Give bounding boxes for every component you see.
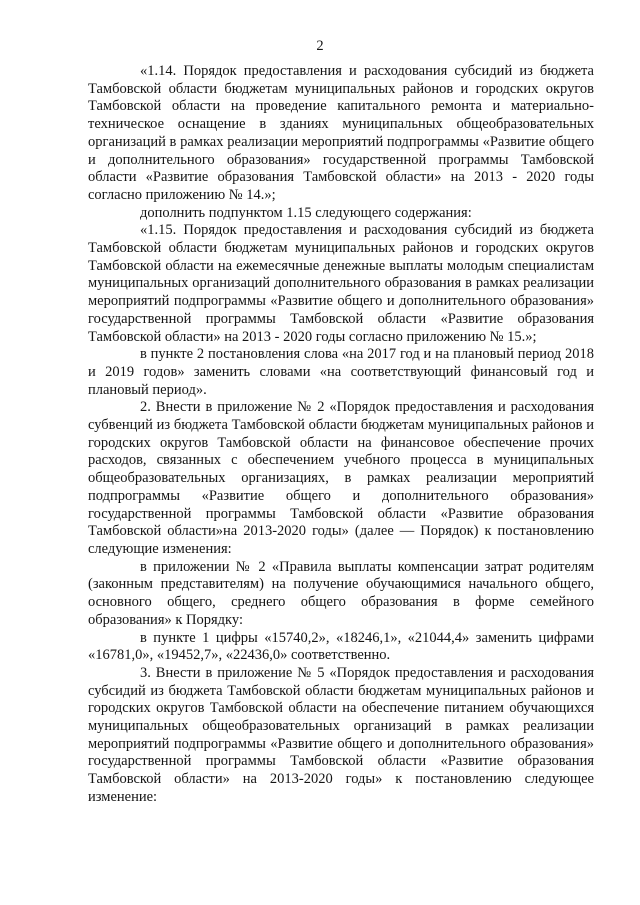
paragraph-point-2-amendment: в пункте 2 постановления слова «на 2017 год и на плановый период 2018 и 2019 годов» заменить словами «на соответствующий финансовый год и плановый период». (88, 346, 594, 398)
page-number: 2 (316, 38, 324, 54)
paragraph-add-subitem-1-15: дополнить подпунктом 1.15 следующего содержания: (140, 204, 472, 221)
paragraph-appendix-2-rules: в приложении № 2 «Правила выплаты компенсации затрат родителям (законным представителям) на получение обучающимися начального общего, основного общего, среднего общего образования в форме семейного образования» к Порядку: (88, 558, 594, 628)
paragraph-section-3: 3. Внести в приложение № 5 «Порядок предоставления и расходования субсидий из бюджета Тамбовской области бюджетам муниципальных районов и городских округов Тамбовской области на обеспечение питанием обучающихся муниципальных общеобразовательных организаций в рамках реализации мероприятий подпрограммы «Развитие общего и дополнительного образования» государственной программы Тамбовской области «Развитие образования Тамбовской области» на 2013-2020 годы» к постановлению следующее изменение: (88, 664, 594, 805)
paragraph-section-2: 2. Внести в приложение № 2 «Порядок предоставления и расходования субвенций из бюджета Тамбовской области бюджетам муниципальных районов и городских округов Тамбовской области на финансовое обеспечение прочих расходов, связанных с обеспечением учебного процесса в муниципальных общеобразовательных организациях, в рамках реализации мероприятий подпрограммы «Развитие общего и дополнительного образования» государственной программы Тамбовской области «Развитие образования Тамбовской области»на 2013-2020 годы» (далее — Порядок) к постановлению следующие изменения: (88, 399, 594, 557)
document-body (88, 63, 594, 807)
paragraph-subitem-1-15: «1.15. Порядок предоставления и расходования субсидий из бюджета Тамбовской области бюджетам муниципальных районов и городских округов Тамбовской области на ежемесячные денежные выплаты молодым специалистам муниципальных организаций дополнительного образования в рамках реализации мероприятий подпрограммы «Развитие общего и дополнительного образования» государственной программы Тамбовской области «Развитие образования Тамбовской области» на 2013 - 2020 годы согласно приложению № 15.»; (88, 222, 594, 345)
paragraph-figures-replacement: в пункте 1 цифры «15740,2», «18246,1», «21044,4» заменить цифрами «16781,0», «19452,7», «22436,0» соответственно. (88, 629, 594, 664)
paragraph-subitem-1-14: «1.14. Порядок предоставления и расходования субсидий из бюджета Тамбовской области бюджетам муниципальных районов и городских округов Тамбовской области на проведение капитального ремонта и материально-техническое оснащение в зданиях муниципальных общеобразовательных организаций в рамках реализации мероприятий подпрограммы «Развитие общего и дополнительного образования» государственной программы Тамбовской области «Развитие образования Тамбовской области» на 2013 - 2020 годы согласно приложению № 14.»; (88, 63, 594, 203)
